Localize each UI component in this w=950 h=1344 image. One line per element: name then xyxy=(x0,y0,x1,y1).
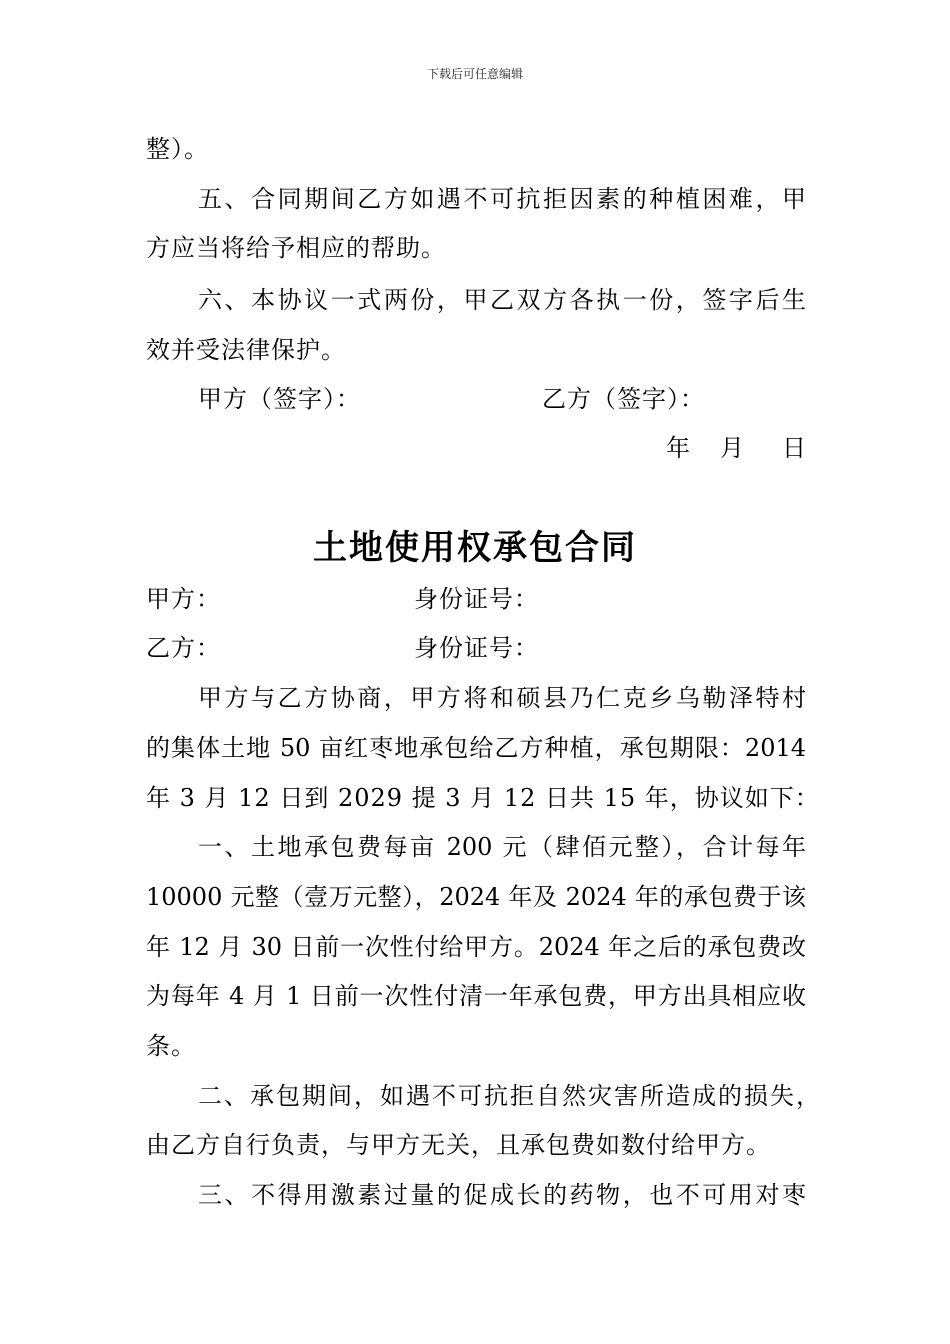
clause1-line-5: 条。 xyxy=(146,1032,196,1060)
party-b-label: 乙方： xyxy=(146,634,221,662)
party-b-signature-label: 乙方（签字）： xyxy=(542,385,705,413)
clause1-line-3: 年 12 月 30 日前一次性付给甲方。2024 年之后的承包费改 xyxy=(146,933,806,961)
clause5-line2: 方应当将给予相应的帮助。 xyxy=(146,234,446,262)
date-day-label: 日 xyxy=(782,434,807,462)
clause1-line-4: 为每年 4 月 1 日前一次性付清一年承包费，甲方出具相应收 xyxy=(146,982,806,1010)
contract-title: 土地使用权承包合同 xyxy=(313,528,637,568)
intro-line-2: 的集体土地 50 亩红枣地承包给乙方种植，承包期限：2014 xyxy=(146,734,806,762)
party-a-signature-label: 甲方（签字）： xyxy=(198,385,361,413)
clause5-line1: 五、合同期间乙方如遇不可抗拒因素的种植困难，甲 xyxy=(198,185,806,213)
clause1-line-2: 10000 元整（壹万元整），2024 年及 2024 年的承包费于该 xyxy=(146,883,806,911)
clause2-line-1: 二、承包期间，如遇不可抗拒自然灾害所造成的损失， xyxy=(198,1082,820,1110)
clause4-tail: 整）。 xyxy=(146,135,209,163)
clause6-line1: 六、本协议一式两份，甲乙双方各执一份，签字后生 xyxy=(198,286,806,314)
party-a-id-label: 身份证号： xyxy=(414,585,539,613)
intro-line-3: 年 3 月 12 日到 2029 提 3 月 12 日共 15 年，协议如下： xyxy=(146,784,820,812)
date-year-label: 年 xyxy=(666,434,691,462)
clause3-line-1: 三、不得用激素过量的促成长的药物，也不可用对枣 xyxy=(198,1181,806,1209)
date-month-label: 月 xyxy=(720,434,745,462)
clause1-line-1: 一、土地承包费每亩 200 元（肆佰元整），合计每年 xyxy=(198,833,806,861)
clause2-line-2: 由乙方自行负责，与甲方无关，且承包费如数付给甲方。 xyxy=(146,1131,771,1159)
header-note: 下载后可任意编辑 xyxy=(426,67,523,81)
clause6-line2: 效并受法律保护。 xyxy=(146,336,346,364)
party-b-id-label: 身份证号： xyxy=(414,634,539,662)
intro-line-1: 甲方与乙方协商，甲方将和硕县乃仁克乡乌勒泽特村 xyxy=(198,684,806,712)
party-a-label: 甲方： xyxy=(146,585,221,613)
